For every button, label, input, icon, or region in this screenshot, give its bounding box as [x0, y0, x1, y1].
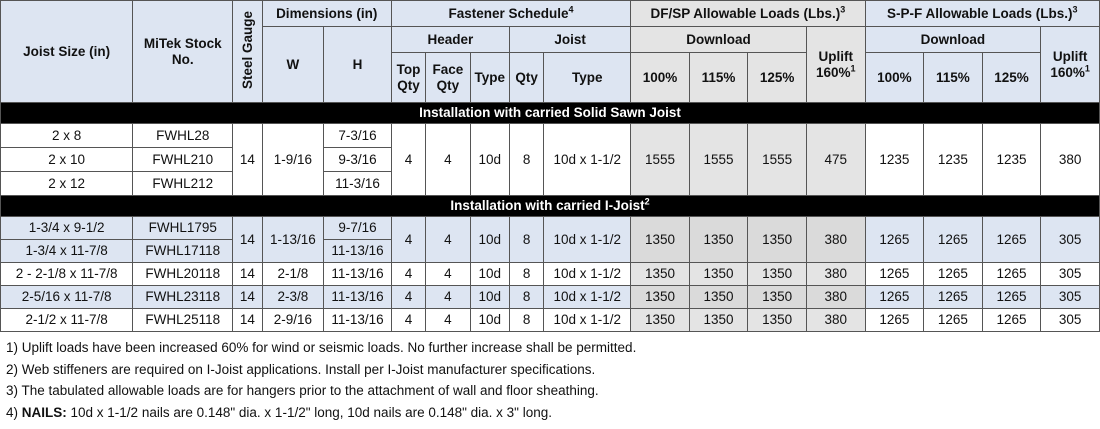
- dfsp-125-cell: 1350: [748, 263, 807, 286]
- type-cell: 10d: [470, 286, 509, 309]
- joist-size-cell: 2-1/2 x 11-7/8: [1, 309, 133, 332]
- stock-no-cell: FWHL17118: [133, 240, 233, 263]
- spf-100-cell: 1265: [865, 286, 924, 309]
- h-cell: 11-13/16: [324, 240, 392, 263]
- h-cell: 7-3/16: [324, 124, 392, 148]
- joist-size-cell: 2 x 10: [1, 148, 133, 172]
- type-cell: 10d: [470, 124, 509, 196]
- header-header: Header: [391, 27, 509, 53]
- joist-type-cell: 10d x 1-1/2: [544, 124, 631, 196]
- steel-gauge-cell: 14: [233, 263, 262, 286]
- dfsp-uplift-cell: 475: [806, 124, 865, 196]
- joist-qty-cell: 8: [509, 263, 543, 286]
- header-dfsp-100: 100%: [631, 53, 690, 103]
- stock-no-cell: FWHL23118: [133, 286, 233, 309]
- header-spf-125: 125%: [982, 53, 1041, 103]
- joist-size-cell: 2-5/16 x 11-7/8: [1, 286, 133, 309]
- w-cell: 2-1/8: [262, 263, 324, 286]
- table-header: [1, 1, 1100, 103]
- spf-100-cell: 1265: [865, 217, 924, 263]
- dfsp-125-cell: 1350: [748, 309, 807, 332]
- spf-100-cell: 1235: [865, 124, 924, 196]
- dfsp-125-cell: 1350: [748, 217, 807, 263]
- dfsp-125-cell: 1350: [748, 286, 807, 309]
- spf-uplift-cell: 305: [1041, 286, 1100, 309]
- spf-115-cell: 1265: [924, 309, 983, 332]
- joist-qty-cell: 8: [509, 286, 543, 309]
- steel-gauge-cell: 14: [233, 286, 262, 309]
- footnote-3: 3) The tabulated allowable loads are for hangers prior to the attachment of wall and floor sheathing.: [6, 383, 599, 398]
- header-dimensions: Dimensions (in): [262, 1, 391, 27]
- header-stock-no: MiTek Stock No.: [133, 1, 233, 103]
- footnote-4-number: 4): [6, 404, 22, 420]
- header-face-qty: Face Qty: [426, 53, 470, 103]
- header-spf-uplift: Uplift 160%$^1$: [1041, 27, 1100, 103]
- face-qty-cell: 4: [426, 217, 470, 263]
- header-joist-size: Joist Size (in): [1, 1, 133, 103]
- table-row: [1, 263, 1100, 286]
- section-title-solid-sawn: Installation with carried Solid Sawn Joist: [1, 103, 1100, 124]
- w-cell: 1-13/16: [262, 217, 324, 263]
- joist-qty-cell: 8: [509, 309, 543, 332]
- header-dfsp-uplift: Uplift 160%$^1$: [806, 27, 865, 103]
- footnote-4-label: NAILS:: [21, 404, 67, 420]
- footnote-2: 2) Web stiffeners are required on I-Joist applications. Install per I-Joist manufacturer specifications.: [6, 361, 596, 377]
- header-spf-115: 115%: [924, 53, 983, 103]
- stock-no-cell: FWHL20118: [133, 263, 233, 286]
- header-joist-type: Type: [544, 53, 631, 103]
- stock-no-cell: FWHL25118: [133, 309, 233, 332]
- table-body: [1, 103, 1100, 332]
- table-row: [1, 309, 1100, 332]
- header-h: H: [324, 27, 392, 103]
- dfsp-100-cell: 1350: [631, 286, 690, 309]
- header-dfsp-loads: DF/SP Allowable Loads $(Lbs.)^3$: [631, 1, 865, 27]
- type-cell: 10d: [470, 309, 509, 332]
- type-cell: 10d: [470, 217, 509, 263]
- w-cell: 2-3/8: [262, 286, 324, 309]
- face-qty-cell: 4: [426, 286, 470, 309]
- dfsp-115-cell: 1350: [689, 286, 748, 309]
- steel-gauge-cell: 14: [233, 217, 262, 263]
- header-dfsp-125: 125%: [748, 53, 807, 103]
- joist-qty-cell: 8: [509, 217, 543, 263]
- spf-125-cell: 1265: [982, 309, 1041, 332]
- stock-no-cell: FWHL1795: [133, 217, 233, 240]
- spf-uplift-cell: 305: [1041, 309, 1100, 332]
- joist-size-cell: 2 - 2-1/8 x 11-7/8: [1, 263, 133, 286]
- joist-type-cell: 10d x 1-1/2: [544, 286, 631, 309]
- header-joist: Joist: [509, 27, 630, 53]
- spf-125-cell: 1265: [982, 217, 1041, 263]
- spf-115-cell: 1265: [924, 286, 983, 309]
- h-cell: 9-7/16: [324, 217, 392, 240]
- header-steel-gauge: Steel Gauge: [233, 1, 262, 103]
- face-qty-cell: 4: [426, 309, 470, 332]
- header-top-qty: Top Qty: [391, 53, 425, 103]
- dfsp-100-cell: 1350: [631, 217, 690, 263]
- spf-115-cell: 1265: [924, 217, 983, 263]
- h-cell: 11-13/16: [324, 309, 392, 332]
- h-cell: 11-3/16: [324, 172, 392, 196]
- header-fastener-schedule: Fastener Schedule$^4$: [391, 1, 630, 27]
- dfsp-uplift-cell: 380: [806, 286, 865, 309]
- dfsp-115-cell: 1350: [689, 309, 748, 332]
- header-dfsp-115: 115%: [689, 53, 748, 103]
- spf-125-cell: 1265: [982, 286, 1041, 309]
- top-qty-cell: 4: [391, 124, 425, 196]
- spf-125-cell: 1235: [982, 124, 1041, 196]
- footnotes: [0, 332, 1100, 423]
- dfsp-uplift-cell: 380: [806, 309, 865, 332]
- dfsp-115-cell: 1350: [689, 217, 748, 263]
- stock-no-cell: FWHL28: [133, 124, 233, 148]
- dfsp-125-cell: 1555: [748, 124, 807, 196]
- dfsp-100-cell: 1350: [631, 263, 690, 286]
- header-w: W: [262, 27, 324, 103]
- dfsp-115-cell: 1350: [689, 263, 748, 286]
- h-cell: 9-3/16: [324, 148, 392, 172]
- spf-115-cell: 1265: [924, 263, 983, 286]
- steel-gauge-cell: 14: [233, 124, 262, 196]
- spf-125-cell: 1265: [982, 263, 1041, 286]
- dfsp-uplift-cell: 380: [806, 217, 865, 263]
- dfsp-100-cell: 1555: [631, 124, 690, 196]
- joist-size-cell: 2 x 12: [1, 172, 133, 196]
- top-qty-cell: 4: [391, 263, 425, 286]
- top-qty-cell: 4: [391, 286, 425, 309]
- header-spf-loads: S-P-F Allowable Loads $(Lbs.)^3$: [865, 1, 1099, 27]
- w-cell: 1-9/16: [262, 124, 324, 196]
- table-row: [1, 286, 1100, 309]
- header-spf-100: 100%: [865, 53, 924, 103]
- spf-uplift-cell: 380: [1041, 124, 1100, 196]
- spf-115-cell: 1235: [924, 124, 983, 196]
- steel-gauge-cell: 14: [233, 309, 262, 332]
- header-spf-download: Download: [865, 27, 1041, 53]
- joist-type-cell: 10d x 1-1/2: [544, 309, 631, 332]
- spf-uplift-cell: 305: [1041, 217, 1100, 263]
- footnote-1: 1) Uplift loads have been increased 60% for wind or seismic loads. No further increase shall be permitted.: [6, 340, 637, 355]
- joist-size-cell: 1-3/4 x 11-7/8: [1, 240, 133, 263]
- header-qty: Qty: [509, 53, 543, 103]
- stock-no-cell: FWHL210: [133, 148, 233, 172]
- joist-type-cell: 10d x 1-1/2: [544, 217, 631, 263]
- section-title-i-joist: Installation with carried I-Joist$^2$: [1, 196, 1100, 217]
- h-cell: 11-13/16: [324, 263, 392, 286]
- spf-100-cell: 1265: [865, 309, 924, 332]
- footnote-4: [6, 402, 1094, 424]
- table-row: [1, 217, 1100, 240]
- spf-uplift-cell: 305: [1041, 263, 1100, 286]
- dfsp-100-cell: 1350: [631, 309, 690, 332]
- top-qty-cell: 4: [391, 217, 425, 263]
- top-qty-cell: 4: [391, 309, 425, 332]
- joist-size-cell: 1-3/4 x 9-1/2: [1, 217, 133, 240]
- h-cell: 11-13/16: [324, 286, 392, 309]
- joist-size-cell: 2 x 8: [1, 124, 133, 148]
- face-qty-cell: 4: [426, 263, 470, 286]
- dfsp-115-cell: 1555: [689, 124, 748, 196]
- w-cell: 2-9/16: [262, 309, 324, 332]
- header-dfsp-download: Download: [631, 27, 807, 53]
- header-type: Type: [470, 53, 509, 103]
- joist-qty-cell: 8: [509, 124, 543, 196]
- face-qty-cell: 4: [426, 124, 470, 196]
- dfsp-uplift-cell: 380: [806, 263, 865, 286]
- joist-type-cell: 10d x 1-1/2: [544, 263, 631, 286]
- stock-no-cell: FWHL212: [133, 172, 233, 196]
- spf-100-cell: 1265: [865, 263, 924, 286]
- type-cell: 10d: [470, 263, 509, 286]
- table-row: [1, 124, 1100, 148]
- footnote-4-text: 10d x 1-1/2 nails are 0.148" dia. x 1-1/2" long, 10d nails are 0.148" dia. x 3" long.: [66, 404, 552, 420]
